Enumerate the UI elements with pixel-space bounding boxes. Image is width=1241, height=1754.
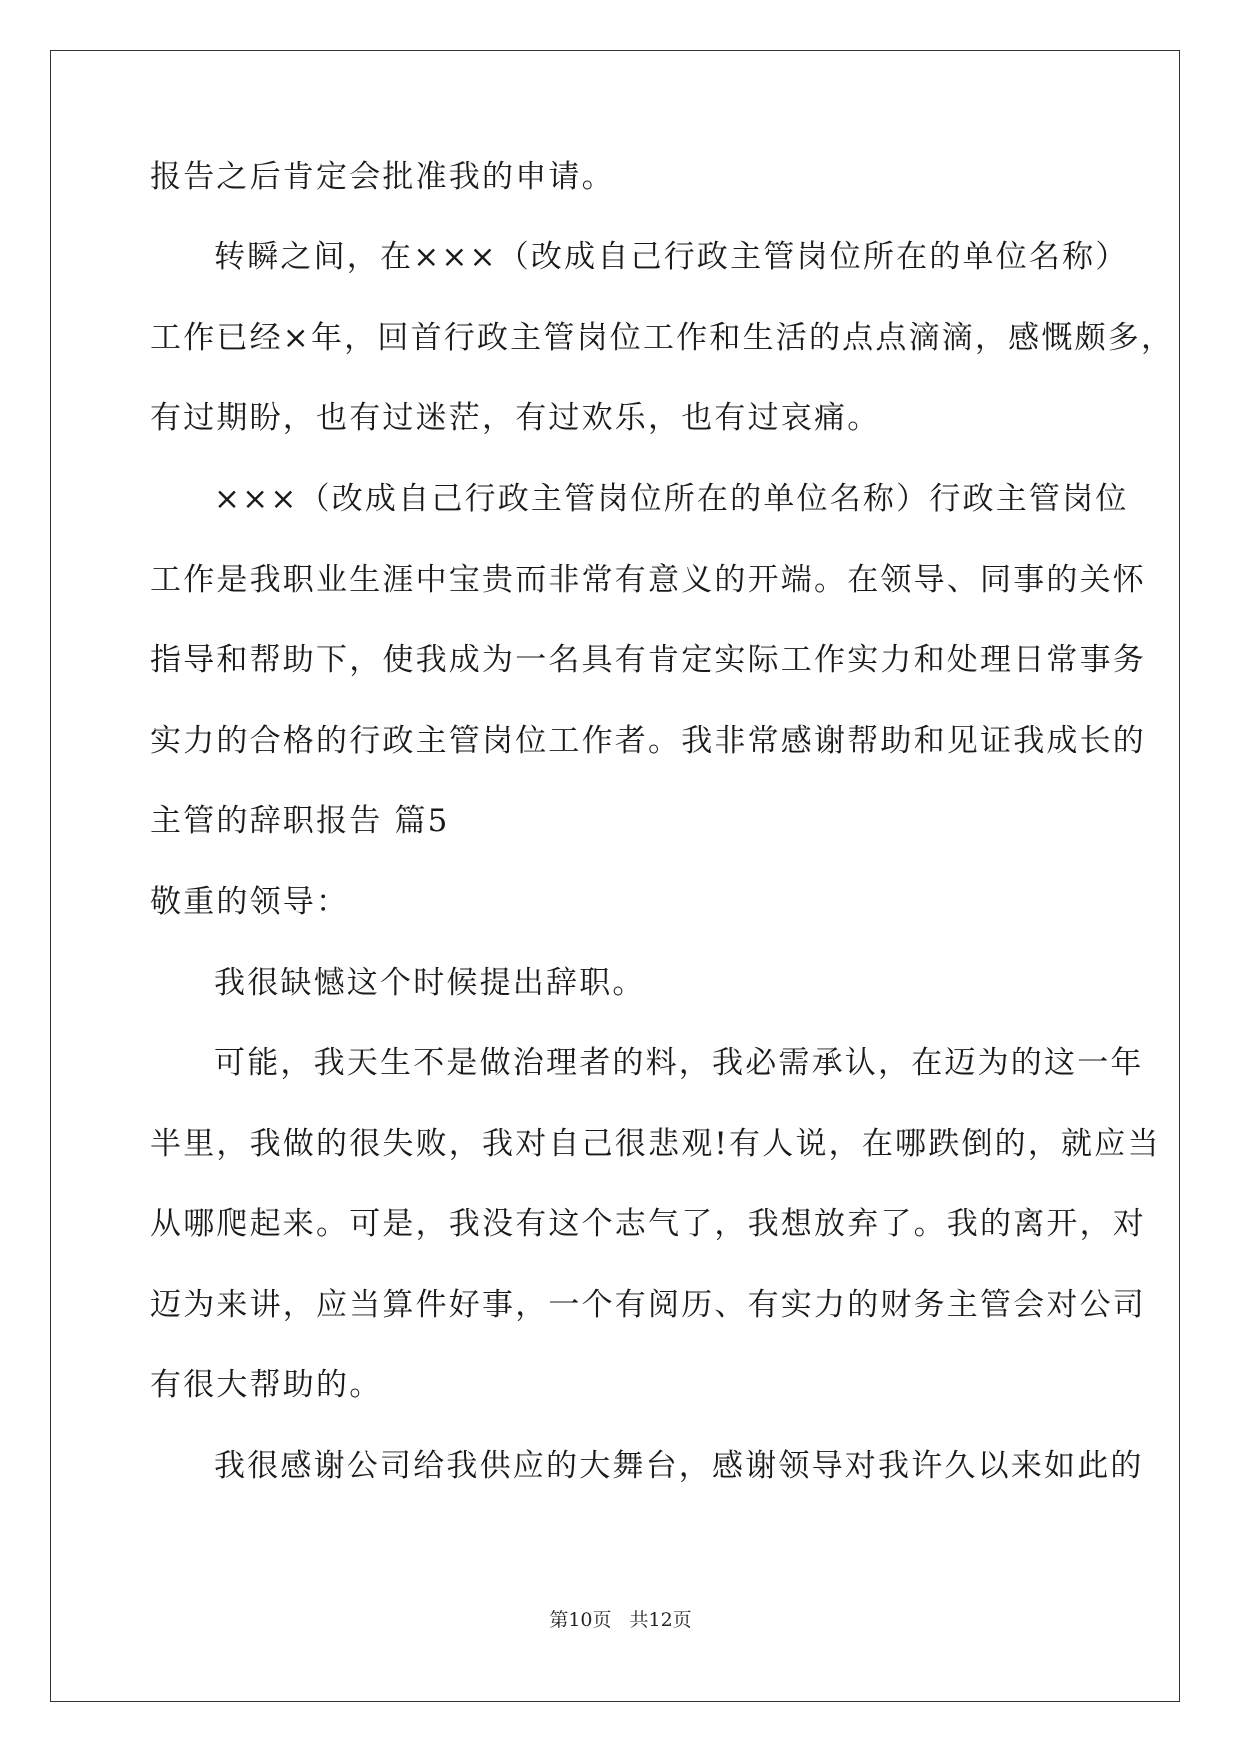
page-footer bbox=[0, 1608, 1241, 1632]
section-heading: 主管的辞职报告 篇5 bbox=[150, 803, 450, 839]
text-line: 可能，我天生不是做治理者的料，我必需承认，在迈为的这一年 bbox=[214, 1045, 1144, 1081]
text-line: 有过期盼，也有过迷茫，有过欢乐，也有过哀痛。 bbox=[150, 400, 881, 436]
text-line: 从哪爬起来。可是，我没有这个志气了，我想放弃了。我的离开，对 bbox=[150, 1206, 1146, 1242]
text-line: 迈为来讲，应当算件好事，一个有阅历、有实力的财务主管会对公司 bbox=[150, 1287, 1146, 1323]
page-number: 第10页 bbox=[549, 1609, 612, 1631]
page-total: 共12页 bbox=[629, 1609, 692, 1631]
text-line: 实力的合格的行政主管岗位工作者。我非常感谢帮助和见证我成长的 bbox=[150, 723, 1146, 759]
salutation: 敬重的领导： bbox=[150, 884, 350, 920]
text-line: ×××（改成自己行政主管岗位所在的单位名称）行政主管岗位 bbox=[214, 481, 1129, 517]
text-line: 半里，我做的很失败，我对自己很悲观!有人说，在哪跌倒的，就应当 bbox=[150, 1126, 1161, 1162]
text-line: 我很感谢公司给我供应的大舞台，感谢领导对我许久以来如此的 bbox=[214, 1448, 1144, 1484]
text-line: 指导和帮助下，使我成为一名具有肯定实际工作实力和处理日常事务 bbox=[150, 642, 1146, 678]
text-line: 转瞬之间，在×××（改成自己行政主管岗位所在的单位名称） bbox=[214, 239, 1129, 275]
text-line: 有很大帮助的。 bbox=[150, 1367, 383, 1403]
text-line: 我很缺憾这个时候提出辞职。 bbox=[214, 965, 646, 1001]
text-line: 工作是我职业生涯中宝贵而非常有意义的开端。在领导、同事的关怀 bbox=[150, 562, 1146, 598]
text-line: 工作已经×年，回首行政主管岗位工作和生活的点点滴滴，感慨颇多， bbox=[150, 320, 1175, 356]
text-line: 报告之后肯定会批准我的申请。 bbox=[150, 159, 615, 195]
